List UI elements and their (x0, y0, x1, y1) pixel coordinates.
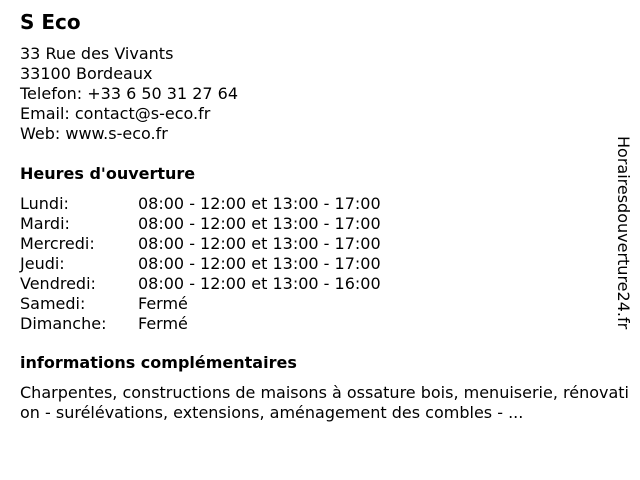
info-description: Charpentes, constructions de maisons à ossature bois, menuiserie, rénovation - surélévations, extensions, aménagement des combles - ... (20, 383, 629, 422)
phone-line: Telefon: +33 6 50 31 27 64 (20, 84, 239, 103)
address-line-city: 33100 Bordeaux (20, 64, 153, 83)
email-line: Email: contact@s-eco.fr (20, 104, 211, 123)
contact-block (20, 44, 238, 144)
day-label: Dimanche: (20, 314, 107, 333)
day-label: Mercredi: (20, 234, 95, 253)
day-label: Samedi: (20, 294, 86, 313)
hours-section-title: Heures d'ouverture (20, 164, 196, 183)
time-value: 08:00 - 12:00 et 13:00 - 17:00 (138, 194, 381, 213)
web-line: Web: www.s-eco.fr (20, 124, 168, 143)
day-label: Mardi: (20, 214, 70, 233)
day-label: Vendredi: (20, 274, 96, 293)
business-name: S Eco (20, 10, 81, 34)
address-line-street: 33 Rue des Vivants (20, 44, 174, 63)
info-section-title: informations complémentaires (20, 353, 297, 372)
time-value: Fermé (138, 294, 188, 313)
day-label: Lundi: (20, 194, 69, 213)
site-watermark-label: Horairesdouverture24.fr (614, 136, 633, 330)
time-value: 08:00 - 12:00 et 13:00 - 16:00 (138, 274, 381, 293)
time-value: 08:00 - 12:00 et 13:00 - 17:00 (138, 234, 381, 253)
time-value: 08:00 - 12:00 et 13:00 - 17:00 (138, 254, 381, 273)
time-value: Fermé (138, 314, 188, 333)
time-value: 08:00 - 12:00 et 13:00 - 17:00 (138, 214, 381, 233)
day-label: Jeudi: (20, 254, 65, 273)
